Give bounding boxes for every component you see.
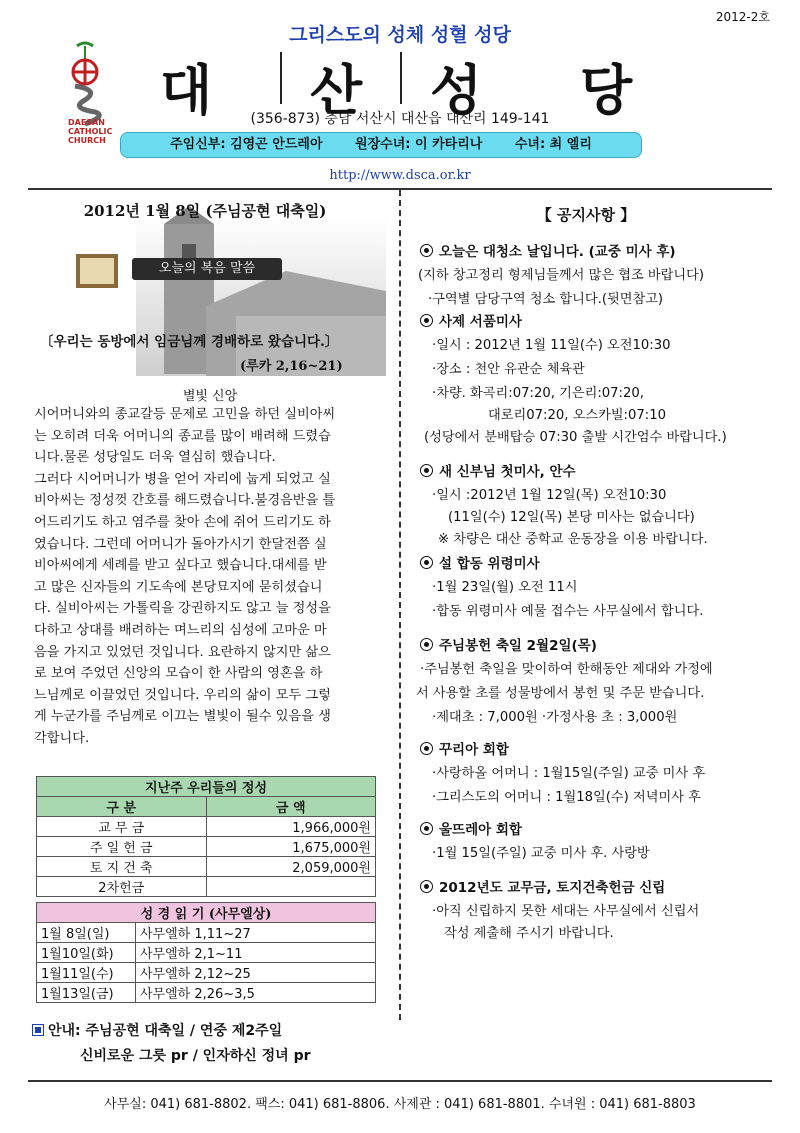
issue-number: 2012-2호 bbox=[715, 10, 770, 24]
notice-heading: 꾸리아 회합 bbox=[420, 738, 509, 758]
radio-bullet-icon bbox=[420, 880, 433, 893]
table-row: 주 일 헌 금 1,675,000원 bbox=[37, 837, 376, 857]
notice-heading: 사제 서품미사 bbox=[420, 310, 522, 330]
notice-heading: 2012년도 교무금, 토지건축헌금 신립 bbox=[420, 876, 665, 896]
notice-line: ·구역별 담당구역 청소 합니다.(뒷면참고) bbox=[428, 292, 664, 307]
radio-bullet-icon bbox=[420, 464, 433, 477]
website-link[interactable]: http://www.dsca.or.kr bbox=[329, 168, 471, 183]
col-amount: 금 액 bbox=[206, 797, 376, 817]
contact-footer: 사무실: 041) 681-8802. 팩스: 041) 681-8806. 사제관 : 041) 681-8801. 수녀원 : 041) 681-8803 bbox=[104, 1097, 696, 1112]
title-char: 산 bbox=[310, 59, 363, 122]
notice-line: ·1월 15일(주일) 교중 미사 후. 사랑방 bbox=[432, 846, 650, 861]
radio-bullet-icon bbox=[420, 822, 433, 835]
notice-line: ·장소 : 천안 유관순 체육관 bbox=[432, 362, 585, 377]
table-row: 1월13일(금) 사무엘하 2,26~3,5 bbox=[37, 983, 376, 1003]
notice-line: ·제대초 : 7,000원 ·가정사용 초 : 3,000원 bbox=[432, 710, 678, 725]
notice-heading: 주님봉헌 축일 2월2일(목) bbox=[420, 634, 597, 654]
radio-bullet-icon bbox=[420, 742, 433, 755]
radio-bullet-icon bbox=[420, 314, 433, 327]
offering-title: 지난주 우리들의 정성 bbox=[37, 777, 376, 797]
table-row: 2차헌금 bbox=[37, 877, 376, 897]
date-line: 2012년 1월 8일 (주님공현 대축일) bbox=[83, 202, 327, 220]
radio-bullet-icon bbox=[420, 556, 433, 569]
bible-reading-table bbox=[36, 902, 376, 1003]
head-sister: 원장수녀: 이 카타리나 bbox=[355, 137, 483, 152]
notice-line: ·그리스도의 어머니 : 1월18일(수) 저녁미사 후 bbox=[432, 790, 701, 805]
guide-line-2: 신비로운 그릇 pr / 인자하신 정녀 pr bbox=[80, 1048, 311, 1064]
radio-bullet-icon bbox=[420, 638, 433, 651]
notice-line: ·합동 위령미사 예물 접수는 사무실에서 합니다. bbox=[432, 604, 704, 619]
notice-line: 서 사용할 초를 성물방에서 봉헌 및 주문 받습니다. bbox=[416, 686, 705, 701]
essay-title: 별빛 신앙 bbox=[182, 389, 238, 404]
square-bullet-icon bbox=[32, 1024, 44, 1036]
logo-text: DAESAN CATHOLIC CHURCH bbox=[68, 118, 113, 145]
notice-line: (11일(수) 12일(목) 본당 미사는 없습니다) bbox=[448, 510, 695, 525]
notice-line: ※ 차량은 대산 중학교 운동장을 이용 바랍니다. bbox=[438, 532, 708, 547]
notice-heading: 오늘은 대청소 날입니다. (교중 미사 후) bbox=[420, 240, 676, 260]
gospel-reference: (루카 2,16~21) bbox=[240, 359, 343, 374]
column-divider bbox=[399, 190, 401, 1020]
parish-name: 그리스도의 성체 성혈 성당 bbox=[289, 24, 511, 46]
reading-title: 성 경 읽 기 (사무엘상) bbox=[37, 903, 376, 923]
notice-heading: 울뜨레아 회합 bbox=[420, 818, 522, 838]
notice-line: (성당에서 분배탑승 07:30 출발 시간엄수 바랍니다.) bbox=[424, 430, 727, 445]
gospel-verse: 〔우리는 동방에서 임금님께 경배하로 왔습니다.〕 bbox=[40, 334, 339, 350]
title-char: 성 bbox=[430, 59, 483, 122]
title-char: 당 bbox=[580, 59, 633, 122]
staff-bar bbox=[120, 132, 642, 158]
title-char: 대 bbox=[160, 59, 213, 122]
radio-bullet-icon bbox=[420, 244, 433, 257]
table-row: 1월11일(수) 사무엘하 2,12~25 bbox=[37, 963, 376, 983]
notice-title: 【 공지사항 】 bbox=[536, 206, 636, 224]
notice-line: ·일시 :2012년 1월 12일(목) 오전10:30 bbox=[432, 488, 667, 503]
essay-body: 시어머니와의 종교갈등 문제로 고민을 하던 실비아씨 는 오히려 더욱 어머니의 종교를 많이 배려해 드렸습 니다.물론 성당일도 더욱 열심히 했습니다. 그러다 시어머니가 병을 얻어 자리에 눕게 되었고 실 비아씨는 정성껏 간호를 해드렸습니다.불경음반을 틀 어드리기도 하고 염주를 찾아 손에 쥐어 드리기도 하 였습니다. 그런데 어머니가 돌아가시기 한달전쯤 실 비아씨에게 세례를 받고 싶다고 했습니다.대세를 받 고 많은 신자들의 기도속에 본당묘지에 묻히셨습니 다. 실비아씨는 가톨릭을 강권하지도 않고 늘 정성을 다하고 상대를 배려하는 며느리의 심성에 고마운 마 음을 가지고 있었던 것입니다. 요란하지 않지만 삶으 로 보여 주었던 신앙의 모습이 한 사람의 영혼을 하 느님께로 이끌었던 것입니다. 우리의 삶이 모두 그렇 게 누군가를 주님께로 이끄는 별빛이 될수 있음을 생 각합니다. bbox=[34, 407, 336, 746]
divider bbox=[28, 1080, 772, 1082]
col-item: 구 분 bbox=[37, 797, 207, 817]
offering-table bbox=[36, 776, 376, 897]
guide-line-1: 안내: 주님공현 대축일 / 연중 제2주일 bbox=[32, 1020, 282, 1040]
notice-line: ·사랑하올 어머니 : 1월15일(주일) 교중 미사 후 bbox=[432, 766, 706, 781]
notice-line: ·일시 : 2012년 1월 11일(수) 오전10:30 bbox=[432, 338, 671, 353]
table-row: 토 지 건 축 2,059,000원 bbox=[37, 857, 376, 877]
notice-line: ·주님봉헌 축일을 맞이하여 한해동안 제대와 가정에 bbox=[420, 662, 713, 677]
pastor: 주임신부: 김영곤 안드레아 bbox=[170, 137, 323, 152]
notice-line: (지하 창고정리 형제님들께서 많은 협조 바랍니다) bbox=[418, 268, 705, 283]
notice-line: 대로리07:20, 오스카빌:07:10 bbox=[488, 408, 667, 423]
table-row: 1월10일(화) 사무엘하 2,1~11 bbox=[37, 943, 376, 963]
gospel-tag: 오늘의 복음 말씀 bbox=[132, 258, 282, 280]
notice-heading: 설 합동 위령미사 bbox=[420, 552, 540, 572]
notice-line: ·1월 23일(월) 오전 11시 bbox=[432, 580, 578, 595]
table-row: 교 무 금 1,966,000원 bbox=[37, 817, 376, 837]
notice-line: ·차량. 화곡리:07:20, 기은리:07:20, bbox=[432, 386, 644, 401]
sister: 수녀: 최 엘리 bbox=[514, 137, 592, 152]
notice-line: 작성 제출해 주시기 바랍니다. bbox=[444, 926, 614, 941]
notice-heading: 새 신부님 첫미사, 안수 bbox=[420, 460, 576, 480]
notice-line: ·아직 신립하지 못한 세대는 사무실에서 신립서 bbox=[432, 904, 700, 919]
table-row: 1월 8일(일) 사무엘하 1,11~27 bbox=[37, 923, 376, 943]
address: (356-873) 충남 서산시 대산읍 대산리 149-141 bbox=[250, 111, 550, 127]
